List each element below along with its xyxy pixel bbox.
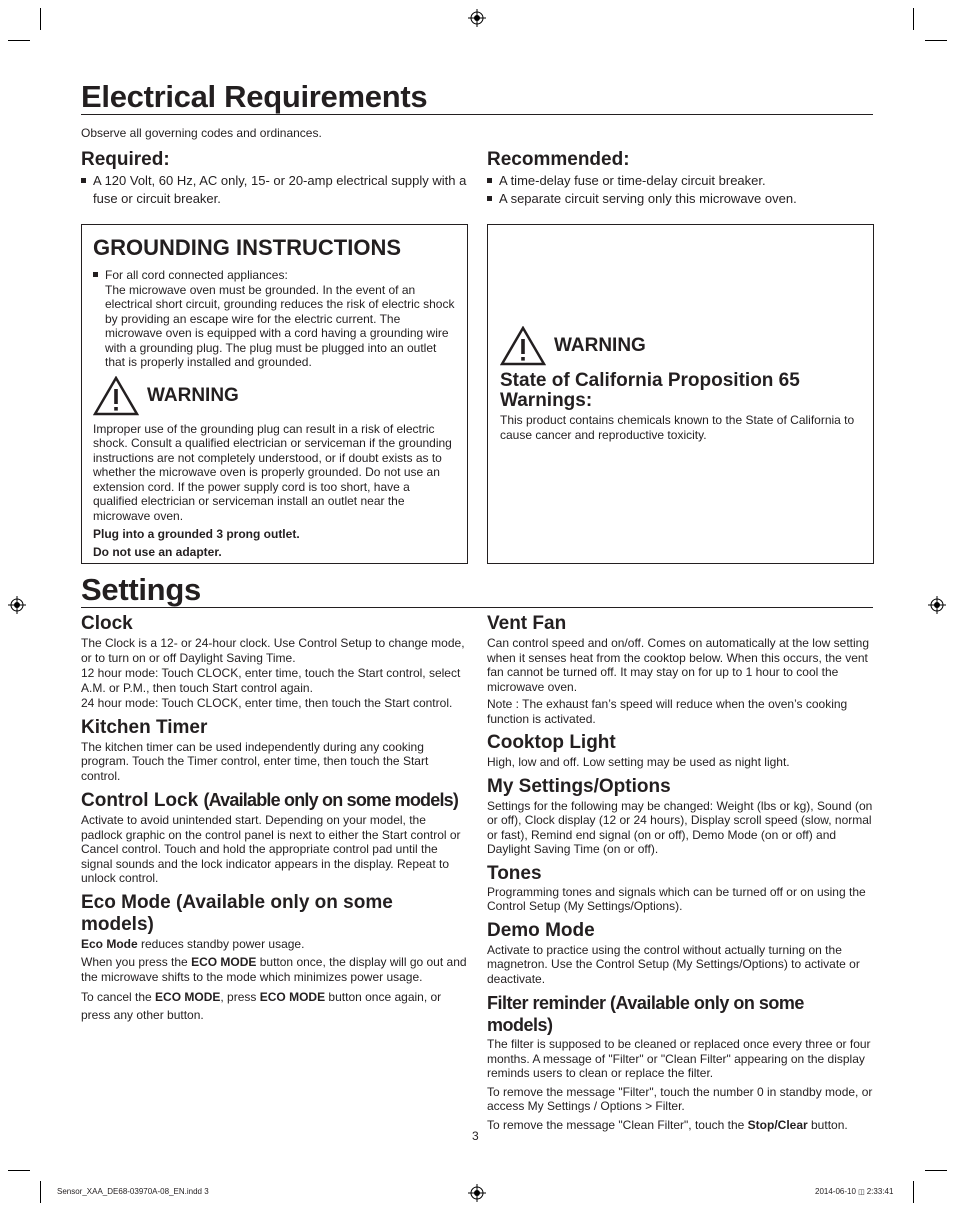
demo-mode-text: Activate to practice using the control without actually turning on the magnetron. Use the Control Setup (My Settings/Options) to activate or deactivate. (487, 942, 860, 986)
crop-mark (913, 1181, 914, 1203)
tones-heading: Tones (487, 862, 542, 884)
warning-triangle-icon (500, 326, 546, 366)
filter-reminder-text: To remove the message "Filter", touch the number 0 in standby mode, or access My Settings / Options > Filter. (487, 1084, 873, 1113)
kitchen-timer-text: The kitchen timer can be used independently during any cooking program. Touch the Timer control, enter time, then touch the Start control. (81, 739, 429, 783)
crop-mark (925, 40, 947, 41)
prop65-warning-header (500, 326, 861, 366)
recommended-section (487, 149, 873, 207)
eco-mode-term: Eco Mode (81, 936, 138, 951)
eco-mode-text-part: reduces standby power usage. (137, 936, 305, 951)
control-lock-heading (81, 789, 467, 812)
crop-mark (40, 8, 41, 30)
clock-text: 24 hour mode: Touch CLOCK, enter time, then touch the Start control. (81, 696, 453, 710)
prop65-text: This product contains chemicals known to the State of California to cause cancer and reproductive toxicity. (500, 413, 855, 442)
crop-mark (913, 8, 914, 30)
control-lock-heading-note: (Available only on some models) (203, 790, 459, 810)
grounding-item (93, 268, 456, 370)
filter-reminder-text-part: To remove the message "Clean Filter", touch the (487, 1117, 748, 1132)
vent-fan-heading: Vent Fan (487, 613, 567, 634)
required-section (81, 149, 467, 207)
kitchen-timer-heading: Kitchen Timer (81, 716, 208, 738)
settings-right-column (487, 613, 873, 1132)
eco-mode-text-part: button once again, or press any other button. (81, 990, 442, 1022)
registration-mark-icon (928, 596, 946, 614)
prop65-heading: State of California Proposition 65 Warnings: (500, 370, 800, 411)
intro-text: Observe all governing codes and ordinances. (81, 126, 322, 140)
cooktop-light-heading: Cooktop Light (487, 732, 616, 753)
eco-mode-text (81, 955, 467, 984)
clock-heading: Clock (81, 613, 133, 634)
registration-mark-icon (468, 1184, 486, 1202)
eco-mode-text (81, 988, 467, 1024)
grounding-item-lead: For all cord connected appliances: (105, 268, 288, 282)
footer-date: 2014-06-10 (815, 1187, 859, 1196)
grounding-item-body: The microwave oven must be grounded. In the event of an electrical short circuit, grounding reduces the risk of electric shock by providing an escape wire for the electric current. The microwave oven is equipped with a cord having a grounding wire with a grounding plug. The plug must be plugged into an outlet that is properly installed and grounded. (105, 282, 455, 369)
eco-mode-text (81, 937, 467, 952)
cooktop-light-text: High, low and off. Low setting may be used as night light. (487, 755, 790, 769)
registration-mark-icon (468, 9, 486, 27)
page-title: Electrical Requirements (81, 80, 873, 115)
settings-title: Settings (81, 573, 873, 608)
grounding-warning-text: Improper use of the grounding plug can result in a risk of electric shock. Consult a qualified electrician or serviceman if the grounding instructions are not completely understood, or if doubt exists as to whether the microwave oven is properly grounded. Do not use an extension cord. If the power supply cord is too short, have a qualified electrician or serviceman install an outlet near the microwave oven. (93, 421, 452, 523)
grounding-warning-header (93, 376, 456, 416)
vent-fan-text: Can control speed and on/off. Comes on automatically at the low setting when it senses heat from the cooktop below. When this occurs, the vent fan cannot be turned off. It may stay on for up to 1 hour to cool the microwave oven. (487, 636, 870, 694)
footer-file: Sensor_XAA_DE68-03970A-08_EN.indd 3 (57, 1187, 209, 1196)
grounding-heading: GROUNDING INSTRUCTIONS (93, 235, 401, 260)
grounding-warning-label: WARNING (147, 384, 239, 406)
eco-mode-term: ECO MODE (155, 990, 221, 1004)
crop-mark (8, 1170, 30, 1171)
clock-text: The Clock is a 12- or 24-hour clock. Use Control Setup to change mode, or to turn on or off Daylight Saving Time. (81, 636, 465, 665)
filter-reminder-heading: Filter reminder (Available only on some models) (487, 993, 804, 1035)
registration-mark-icon (8, 596, 26, 614)
prop65-box (487, 224, 874, 564)
demo-mode-heading: Demo Mode (487, 919, 595, 941)
my-settings-text: Settings for the following may be changed: Weight (lbs or kg), Sound (on or off), Clock display (12 or 24 hours), Display scroll speed (slow, normal or fast), Remind end signal (on or off), Demo Mode (on or off) and Daylight Saving Time (on or off). (487, 798, 873, 856)
filter-reminder-text (487, 1118, 873, 1133)
eco-mode-text-part: , press (220, 990, 260, 1004)
footer-time: 2:33:41 (866, 1187, 894, 1196)
filter-reminder-term: Stop/Clear (747, 1117, 808, 1132)
required-item: A 120 Volt, 60 Hz, AC only, 15- or 20-amp electrical supply with a fuse or circuit breaker. (81, 172, 467, 207)
clock-icon: ◫ (858, 1189, 867, 1196)
prop65-warning-label: WARNING (554, 335, 646, 356)
crop-mark (8, 40, 30, 41)
eco-mode-text-part: button once, the display will go out and the microwave shifts to the mode which minimizes power usage. (81, 955, 467, 984)
required-heading: Required: (81, 149, 170, 170)
warning-triangle-icon (93, 376, 139, 416)
eco-mode-text-part: To cancel the (81, 990, 156, 1004)
footer-timestamp (815, 1187, 893, 1196)
filter-reminder-text: The filter is supposed to be cleaned or replaced once every three or four months. A message of "Filter" or "Clean Filter" appearing on the display reminds users to clean or replace the filter. (487, 1037, 871, 1080)
crop-mark (925, 1170, 947, 1171)
recommended-heading: Recommended: (487, 149, 630, 170)
grounding-instructions-box (81, 224, 468, 564)
eco-mode-term: ECO MODE (191, 955, 257, 969)
eco-mode-term: ECO MODE (259, 990, 326, 1004)
settings-left-column (81, 613, 467, 1024)
eco-mode-text-part: When you press the (81, 955, 192, 969)
tones-text: Programming tones and signals which can be turned off or on using the Control Setup (My Settings/Options). (487, 884, 866, 913)
filter-reminder-text-part: button. (807, 1117, 848, 1132)
page-number: 3 (472, 1129, 479, 1143)
recommended-item: A time-delay fuse or time-delay circuit breaker. (487, 172, 873, 190)
control-lock-text: Activate to avoid unintended start. Depending on your model, the padlock graphic on the control panel is next to either the Start control or Cancel control. Touch and hold the appropriate control pad until the signal sounds and the lock indicator appears in the display. Repeat to unlock control. (81, 813, 461, 885)
my-settings-heading: My Settings/Options (487, 775, 671, 797)
grounding-bold-note: Do not use an adapter. (93, 544, 222, 559)
recommended-item: A separate circuit serving only this microwave oven. (487, 190, 873, 208)
vent-fan-note: Note : The exhaust fan’s speed will reduce when the oven’s cooking function is activated. (487, 697, 848, 726)
grounding-bold-note: Plug into a grounded 3 prong outlet. (93, 527, 300, 541)
eco-mode-heading: Eco Mode (Available only on some models) (81, 891, 393, 935)
clock-text: 12 hour mode: Touch CLOCK, enter time, touch the Start control, select A.M. or P.M., then touch Start control again. (81, 666, 461, 695)
crop-mark (40, 1181, 41, 1203)
control-lock-heading-main: Control Lock (81, 790, 199, 811)
